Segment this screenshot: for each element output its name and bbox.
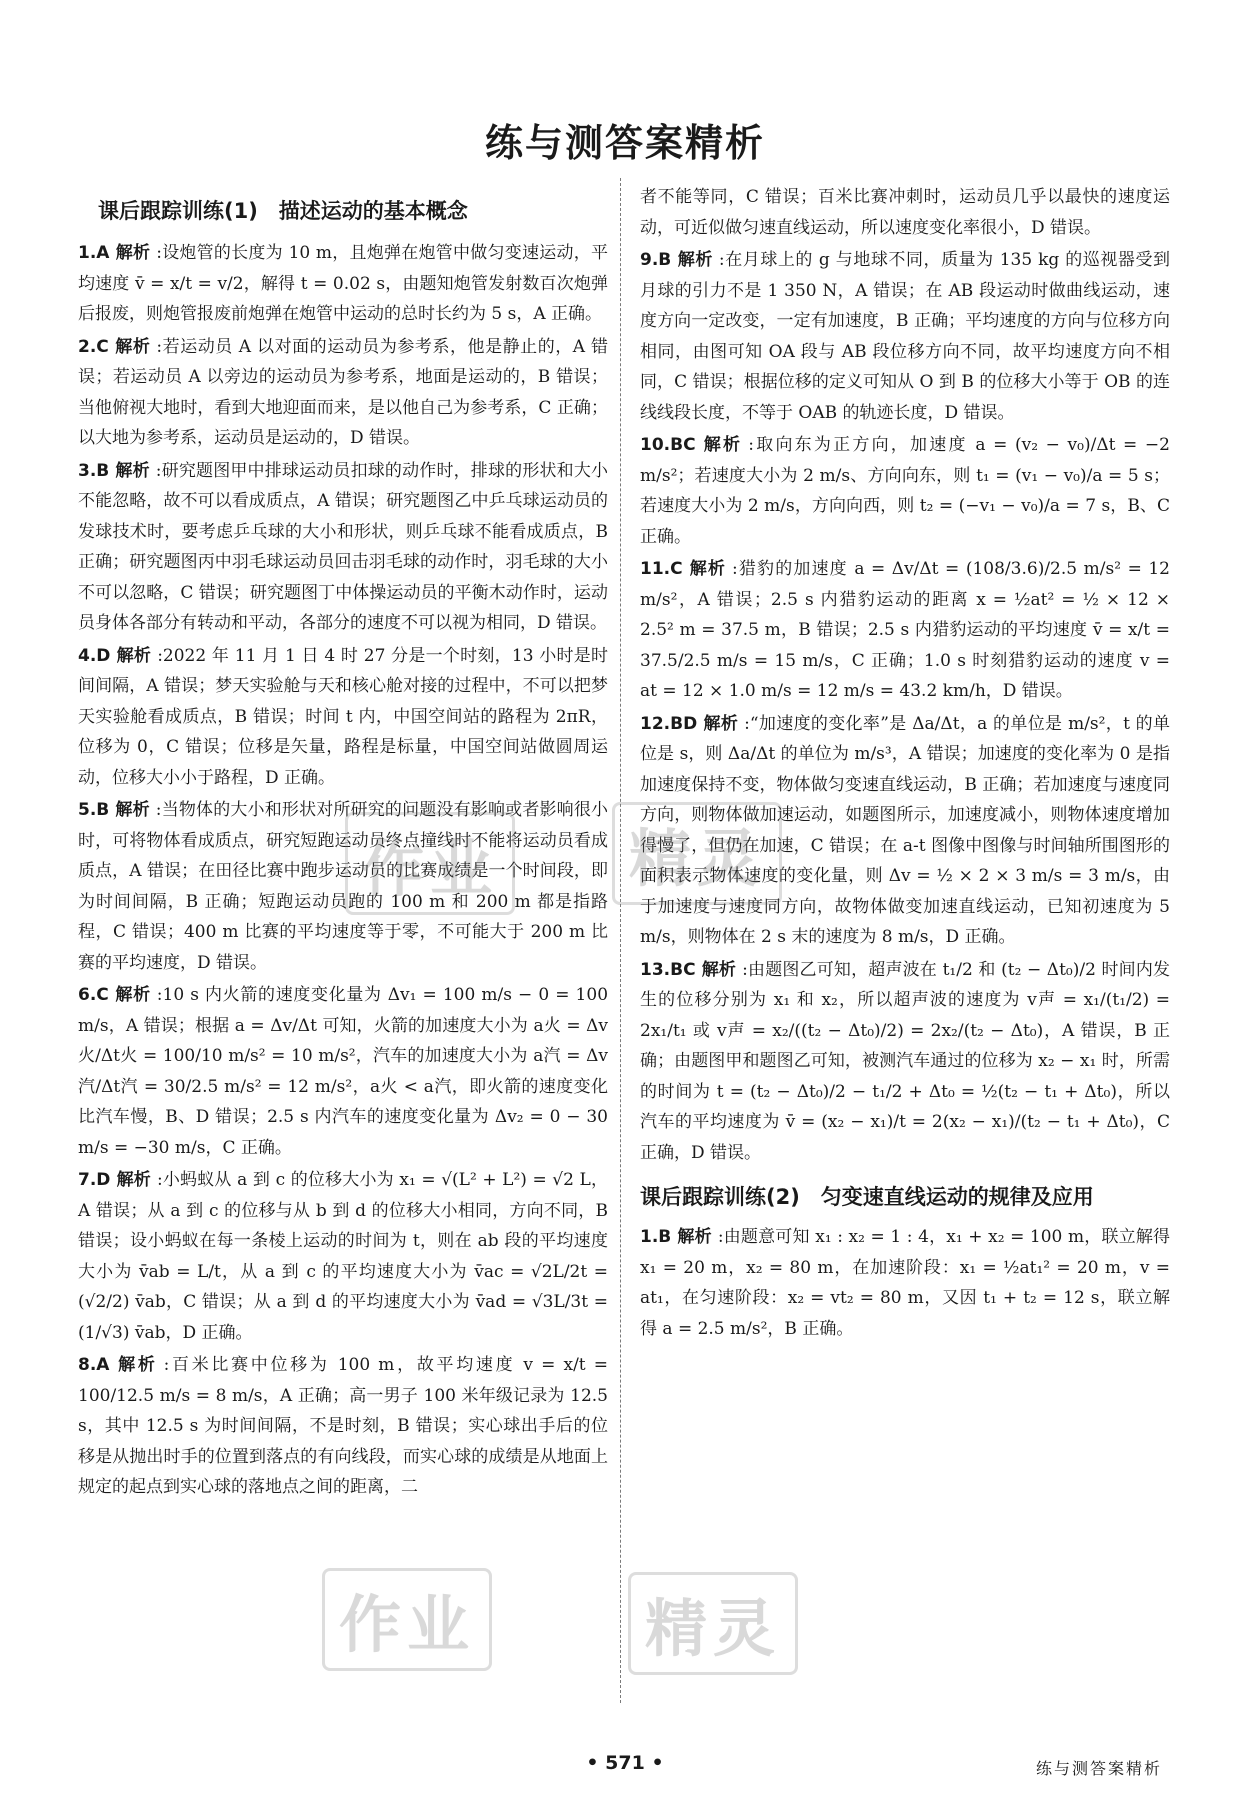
answer-item: 12.BD 解析 :“加速度的变化率”是 Δa/Δt，a 的单位是 m/s²，t 的单位是 s，则 Δa/Δt 的单位为 m/s³，A 错误；加速度的变化率为 0 是指加速度保持不变，物体做匀变速直线运动，B 正确；若加速度与速度同方向，则物体做加速运动，如题图所示，加速度减小，则物体速度增加得慢了，但仍在加速，C 错误；在 a-t 图像中图像与时间轴所围图形的面积表示物体速度的变化量，则 Δv = ½ × 2 × 3 m/s = 3 m/s，由于加速度与速度同方向，故物体做变加速直线运动，已知初速度为 5 m/s，则物体在 2 s 末的速度为 8 m/s，D 正确。 (640, 713, 1170, 947)
section-title-1: 课后跟踪训练(1) 描述运动的基本概念 (98, 199, 468, 223)
answer-item: 7.D 解析 :小蚂蚁从 a 到 c 的位移大小为 x₁ = √(L² + L²) = √2 L，A 错误；从 a 到 c 的位移与从 b 到 d 的位移大小相同，方向不同，B 错误；设小蚂蚁在每一条棱上运动的时间为 t，则在 ab 段的平均速度大小为 v̄ab = L/t，从 a 到 c 的平均速度大小为 v̄ac = √2L/2t = (√2/2) v̄ab，C 错误；从 a 到 d 的平均速度大小为 v̄ad = √3L/3t = (1/√3) v̄ab，D 正确。 (78, 1170, 609, 1343)
answer-item: 10.BC 解析 :取向东为正方向，加速度 a = (v₂ − v₀)/Δt = −2 m/s²；若速度大小为 2 m/s、方向向东，则 t₁ = (v₁ − v₀)/a = 5 s；若速度大小为 2 m/s，方向向西，则 t₂ = (−v₁ − v₀)/a = 7 s，B、C 正确。 (640, 435, 1170, 547)
answer-item: 1.B 解析 :由题意可知 x₁ : x₂ = 1 : 4，x₁ + x₂ = 100 m，联立解得 x₁ = 20 m，x₂ = 80 m，在加速阶段：x₁ = ½at₁² = 20 m，v = at₁，在匀速阶段：x₂ = vt₂ = 80 m，又因 t₁ + t₂ = 12 s，联立解得 a = 2.5 m/s²，B 正确。 (640, 1227, 1171, 1339)
right-column (640, 182, 1170, 1346)
watermark-stamp: 精灵 (612, 802, 782, 905)
answer-item: 4.D 解析 :2022 年 11 月 1 日 4 时 27 分是一个时刻，13 小时是时间间隔，A 错误；梦天实验舱与天和核心舱对接的过程中，不可以把梦天实验舱看成质点，B 错误；时间 t 内，中国空间站的路程为 2πR，位移为 0，C 错误；位移是矢量，路程是标量，中国空间站做圆周运动，位移大小小于路程，D 正确。 (78, 645, 608, 788)
page-title: 练与测答案精析 (484, 121, 765, 165)
answer-continuation: 者不能等同，C 错误；百米比赛冲刺时，运动员几乎以最快的速度运动，可近似做匀速直线运动，所以速度变化率很小，D 错误。 (640, 187, 1170, 238)
answer-item: 9.B 解析 :在月球上的 g 与地球不同，质量为 135 kg 的巡视器受到月球的引力不是 1 350 N，A 错误；在 AB 段运动时做曲线运动，速度方向一定改变，一定有加速度，B 正确；平均速度的方向与位移方向相同，由图可知 OA 段与 AB 段位移方向不同，故平均速度方向不相同，C 错误；根据位移的定义可知从 O 到 B 的位移大小等于 OB 的连线线段长度，不等于 OAB 的轨迹长度，D 错误。 (640, 250, 1170, 423)
answer-item: 6.C 解析 :10 s 内火箭的速度变化量为 Δv₁ = 100 m/s − 0 = 100 m/s，A 错误；根据 a = Δv/Δt 可知，火箭的加速度大小为 a火 = Δv火/Δt火 = 100/10 m/s² = 10 m/s²，汽车的加速度大小为 a汽 = Δv汽/Δt汽 = 30/2.5 m/s² = 12 m/s²，a火 < a汽，即火箭的速度变化比汽车慢，B、D 错误；2.5 s 内汽车的速度变化量为 Δv₂ = 0 − 30 m/s = −30 m/s，C 正确。 (78, 985, 609, 1158)
page-number: • 571 • (586, 1752, 664, 1774)
answer-item: 3.B 解析 :研究题图甲中排球运动员扣球的动作时，排球的形状和大小不能忽略，故不可以看成质点，A 错误；研究题图乙中乒乓球运动员的发球技术时，要考虑乒乓球的大小和形状，则乒乓球不能看成质点，B 正确；研究题图丙中羽毛球运动员回击羽毛球的动作时，羽毛球的大小不可以忽略，C 错误；研究题图丁中体操运动员的平衡木动作时，运动员身体各部分有转动和平动，各部分的速度不可以视为相同，D 错误。 (78, 460, 609, 633)
column-divider (620, 178, 621, 1703)
answer-item: 2.C 解析 :若运动员 A 以对面的运动员为参考系，他是静止的，A 错误；若运动员 A 以旁边的运动员为参考系，地面是运动的，B 错误；当他俯视大地时，看到大地迎面而来，是以他自己为参考系，C 正确；以大地为参考系，运动员是运动的，D 错误。 (78, 336, 609, 448)
answer-item: 1.A 解析 :设炮管的长度为 10 m，且炮弹在炮管中做匀变速运动，平均速度 v̄ = x/t = v/2，解得 t = 0.02 s，由题知炮管发射数百次炮弹后报废，则炮管报废前炮弹在炮管中运动的总时长约为 5 s，A 正确。 (78, 243, 608, 324)
section-title-2: 课后跟踪训练(2) 匀变速直线运动的规律及应用 (640, 1185, 1094, 1209)
watermark-stamp: 作业 (345, 812, 515, 915)
answer-item: 5.B 解析 :当物体的大小和形状对所研究的问题没有影响或者影响很小时，可将物体看成质点，研究短跑运动员终点撞线时不能将运动员看成质点，A 错误；在田径比赛中跑步运动员的比赛成绩是一个时间段，即为时间间隔，B 正确；短跑运动员跑的 100 m 和 200 m 都是指路程，C 错误；400 m 比赛的平均速度等于零，不可能大于 200 m 比赛的平均速度，D 错误。 (78, 800, 609, 973)
answer-item: 11.C 解析 :猎豹的加速度 a = Δv/Δt = (108/3.6)/2.5 m/s² = 12 m/s²，A 错误；2.5 s 内猎豹运动的距离 x = ½at² = ½ × 12 × 2.5² m = 37.5 m，B 错误；2.5 s 内猎豹运动的平均速度 v̄ = x/t = 37.5/2.5 m/s = 15 m/s，C 正确；1.0 s 时刻猎豹运动的速度 v = at = 12 × 1.0 m/s = 12 m/s = 43.2 km/h，D 错误。 (640, 559, 1170, 701)
watermark-stamp: 作业 (322, 1568, 492, 1671)
answer-item: 13.BC 解析 :由题图乙可知，超声波在 t₁/2 和 (t₂ − Δt₀)/2 时间内发生的位移分别为 x₁ 和 x₂，所以超声波的速度为 v声 = x₁/(t₁/2) = 2x₁/t₁ 或 v声 = x₂/((t₂ − Δt₀)/2) = 2x₂/(t₂ − Δt₀)，A 错误，B 正确；由题图甲和题图乙可知，被测汽车通过的位移为 x₂ − x₁ 时，所需的时间为 t = (t₂ − Δt₀)/2 − t₁/2 + Δt₀ = ½(t₂ − t₁ + Δt₀)，所以汽车的平均速度为 v̄ = (x₂ − x₁)/t = 2(x₂ − x₁)/(t₂ − t₁ + Δt₀)，C 正确，D 错误。 (640, 959, 1171, 1163)
running-footer: 练与测答案精析 (1035, 1759, 1162, 1778)
answer-item: 8.A 解析 :百米比赛中位移为 100 m，故平均速度 v = x/t = 100/12.5 m/s = 8 m/s，A 正确；高一男子 100 米年级记录为 12.5 s，其中 12.5 s 为时间间隔，不是时刻，B 错误；实心球出手后的位移是从抛出时手的位置到落点的有向线段，而实心球的成绩是从地面上规定的起点到实心球的落地点之间的距离，二 (78, 1355, 608, 1497)
left-column (78, 186, 608, 1505)
watermark-stamp: 精灵 (628, 1572, 798, 1675)
